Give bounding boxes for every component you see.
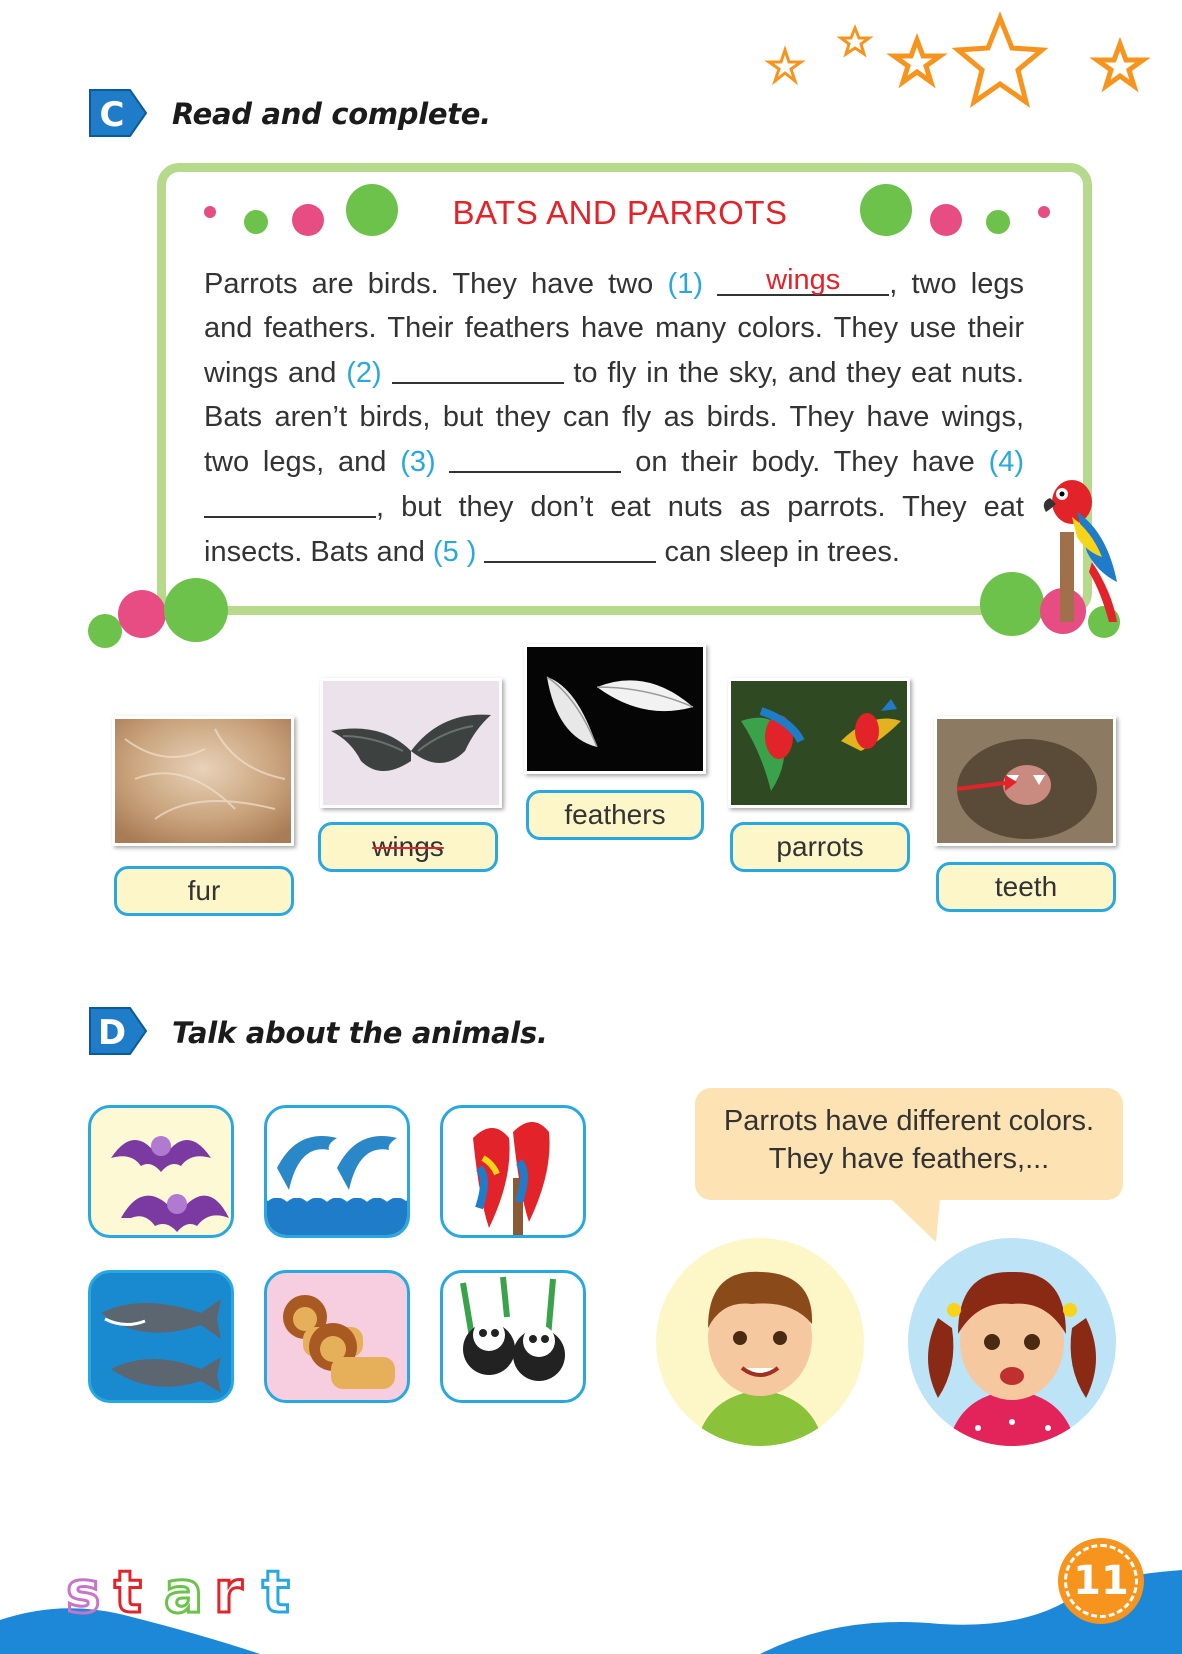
- decor-dot: [292, 204, 324, 236]
- decor-dot: [346, 184, 398, 236]
- blank-number: (1): [667, 268, 703, 300]
- footer-letter: r: [214, 1558, 243, 1626]
- section-c-instruction: Read and complete.: [172, 97, 491, 131]
- word-feathers[interactable]: feathers: [526, 790, 704, 840]
- lions-tile[interactable]: [264, 1270, 410, 1403]
- star-icon: [958, 18, 1042, 102]
- teeth-photo: [934, 716, 1116, 846]
- speech-bubble-tail: [880, 1198, 960, 1248]
- passage-text: Parrots are birds. They have two (1) wings , two legs and feathers. Their feathers have many colors. They use their wings and (2) to fly in the sky, and they eat nuts. Bats aren’t birds, but they can fly as birds. They have wings, two legs, and (3) on their body. They have (4) , but they don’t eat nuts as parrots. They eat insects. Bats and (5 ) can sleep in trees.: [204, 264, 1025, 568]
- footer-letter: s: [66, 1558, 101, 1626]
- decor-dot: [930, 204, 962, 236]
- speech-bubble: Parrots have different colors. They have feathers,...: [695, 1088, 1123, 1200]
- answer-blank-3[interactable]: [449, 441, 621, 473]
- sharks-tile[interactable]: [88, 1270, 234, 1403]
- parrot-illustration: [1032, 462, 1142, 632]
- word-teeth[interactable]: teeth: [936, 862, 1116, 912]
- wings-photo: [320, 678, 502, 808]
- filled-answer: wings: [766, 264, 841, 296]
- decor-dot: [118, 590, 166, 638]
- svg-text:C: C: [99, 95, 125, 135]
- word-fur[interactable]: fur: [114, 866, 294, 916]
- blank-number: (5 ): [432, 536, 477, 568]
- star-icon: [769, 50, 801, 81]
- footer-letter: t: [114, 1558, 142, 1626]
- section-d-badge: [86, 1006, 148, 1056]
- girl-avatar: [908, 1238, 1116, 1446]
- svg-text:D: D: [97, 1013, 127, 1053]
- dolphins-tile[interactable]: [264, 1105, 410, 1238]
- footer-word: [64, 1556, 314, 1626]
- answer-blank-5[interactable]: [484, 531, 656, 563]
- feathers-photo: [524, 644, 706, 774]
- decor-dot: [986, 210, 1010, 234]
- footer-letter: t: [262, 1558, 290, 1626]
- blank-number: (2): [346, 357, 382, 389]
- star-icon: [1097, 44, 1143, 86]
- bats-tile[interactable]: [88, 1105, 234, 1238]
- decor-dot: [1038, 206, 1050, 218]
- blank-number: (3): [400, 446, 436, 478]
- word-wings[interactable]: wings: [318, 822, 498, 872]
- section-d-instruction: Talk about the animals.: [172, 1016, 548, 1050]
- parrots-photo: [728, 678, 910, 808]
- star-icon: [841, 28, 869, 54]
- footer-letter: a: [164, 1558, 204, 1626]
- passage-title: BATS AND PARROTS: [452, 194, 788, 231]
- answer-blank-2[interactable]: [392, 352, 564, 384]
- star-icon: [894, 40, 940, 82]
- decor-dot: [88, 614, 122, 648]
- decor-dot: [860, 184, 912, 236]
- word-parrots[interactable]: parrots: [730, 822, 910, 872]
- stars-decoration: [730, 10, 1150, 130]
- boy-avatar: [656, 1238, 864, 1446]
- decor-dot: [164, 578, 228, 642]
- pandas-tile[interactable]: [440, 1270, 586, 1403]
- decor-dot: [244, 210, 268, 234]
- section-c-badge: [86, 88, 148, 138]
- fur-photo: [112, 716, 294, 846]
- parrots-tile[interactable]: [440, 1105, 586, 1238]
- answer-blank-4[interactable]: [204, 486, 376, 518]
- answer-blank-1[interactable]: [717, 264, 889, 296]
- decor-dot: [204, 206, 216, 218]
- page-number: 11: [1058, 1538, 1144, 1624]
- blank-number: (4): [988, 446, 1025, 478]
